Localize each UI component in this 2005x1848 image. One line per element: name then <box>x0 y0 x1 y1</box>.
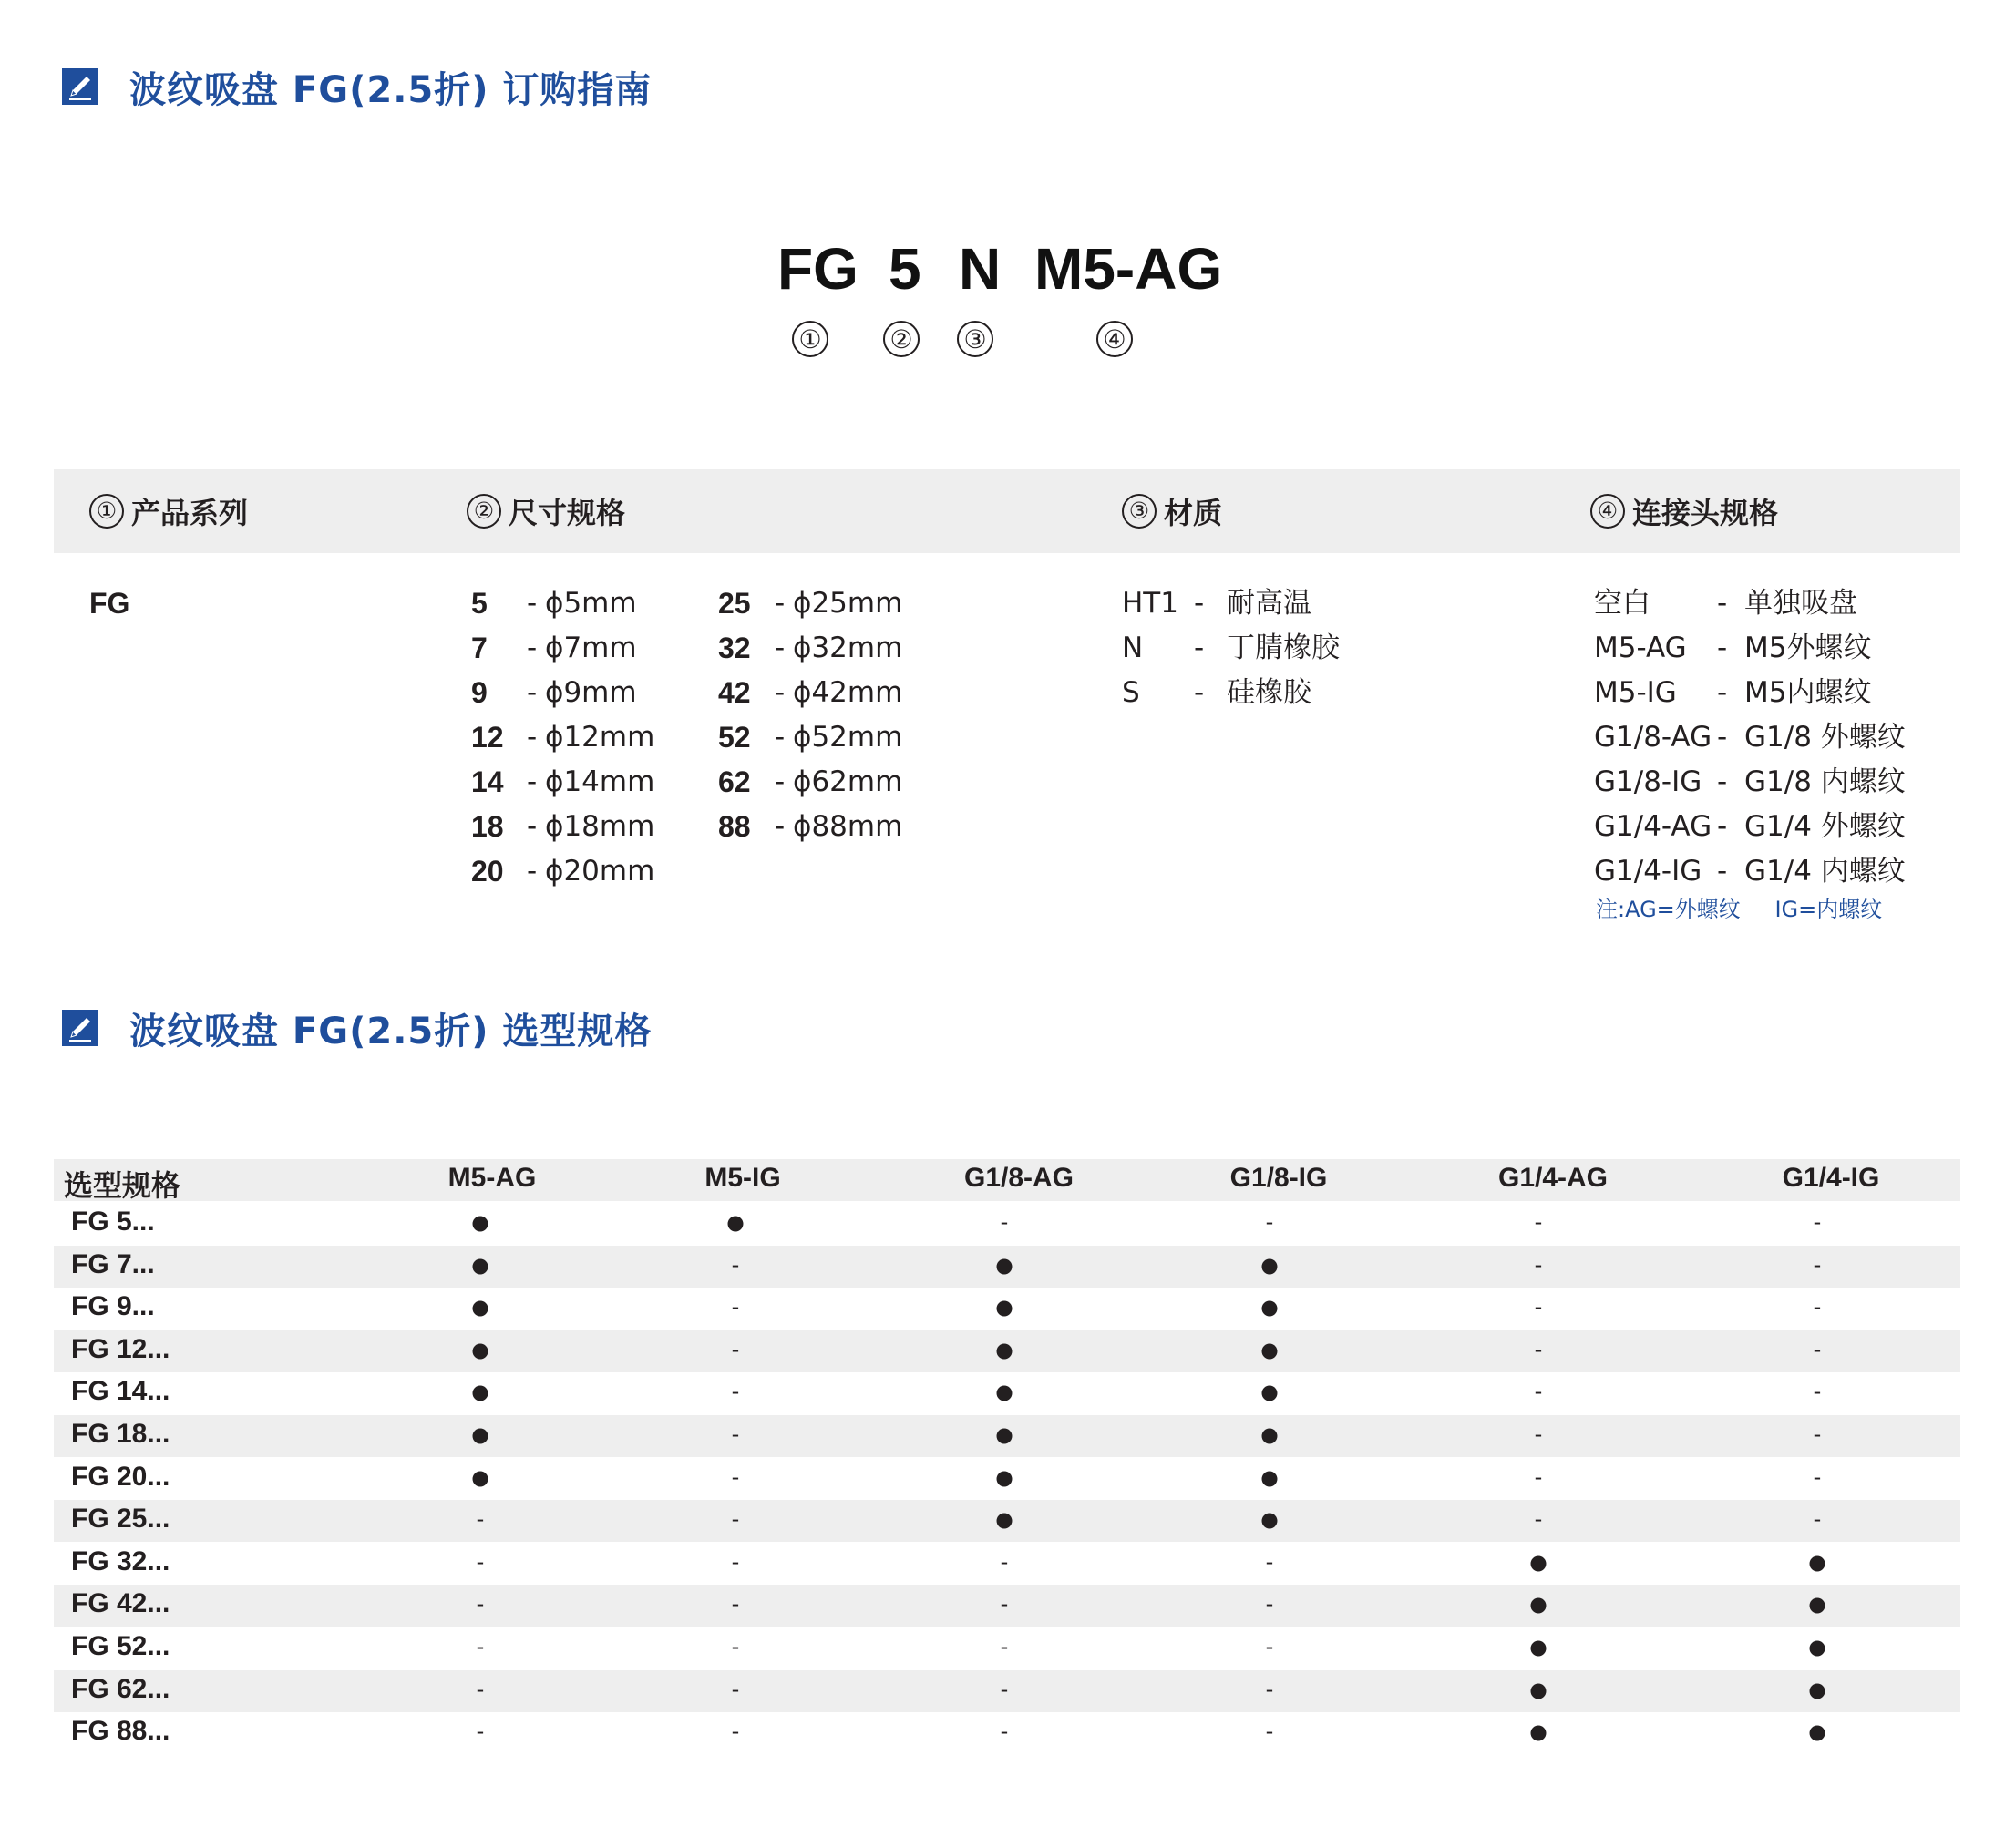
option-separator: - <box>1194 676 1205 709</box>
option-separator: - <box>527 587 538 620</box>
option-separator: - <box>1717 721 1728 754</box>
option-code: 14 <box>471 765 504 798</box>
option-code: G1/4-IG <box>1594 855 1702 888</box>
available-dot <box>473 1429 488 1444</box>
unavailable-dash: - <box>1000 1676 1009 1702</box>
table-row-label: FG 14... <box>71 1376 170 1407</box>
column-header: M5-AG <box>447 1163 537 1193</box>
unavailable-dash: - <box>476 1548 485 1575</box>
option-separator: - <box>1717 765 1728 798</box>
available-dot <box>1262 1343 1278 1359</box>
unavailable-dash: - <box>1813 1336 1822 1362</box>
table-corner-label: 选型规格 <box>64 1168 181 1203</box>
option-separator: - <box>527 631 538 664</box>
option-code: 7 <box>471 631 488 664</box>
option-description: ϕ7mm <box>545 631 637 664</box>
option-separator: - <box>527 855 538 888</box>
column-header: M5-IG <box>704 1163 781 1193</box>
option-description: ϕ32mm <box>793 631 903 664</box>
option-description: ϕ5mm <box>545 587 637 620</box>
unavailable-dash: - <box>476 1719 485 1745</box>
unavailable-dash: - <box>731 1251 740 1278</box>
unavailable-dash: - <box>731 1676 740 1702</box>
column-header: G1/4-IG <box>1782 1163 1880 1193</box>
unavailable-dash: - <box>731 1294 740 1320</box>
available-dot <box>473 1386 488 1401</box>
option-code: 52 <box>718 721 751 754</box>
thread-note <box>1596 891 1909 923</box>
code-marker-3: ③ <box>957 321 993 357</box>
available-dot <box>1531 1598 1547 1614</box>
option-description: ϕ25mm <box>793 587 903 620</box>
option-code: S <box>1122 676 1140 709</box>
available-dot <box>473 1471 488 1486</box>
option-code: G1/8-IG <box>1594 765 1702 798</box>
option-separator: - <box>775 721 786 754</box>
unavailable-dash: - <box>1813 1379 1822 1405</box>
option-separator: - <box>1194 631 1205 664</box>
unavailable-dash: - <box>731 1379 740 1405</box>
option-separator: - <box>1717 855 1728 888</box>
column-header: G1/8-AG <box>963 1163 1074 1193</box>
code-part-connector: M5-AG <box>1034 236 1223 302</box>
header-marker: ② <box>467 494 501 529</box>
table-row-label: FG 5... <box>71 1206 155 1237</box>
unavailable-dash: - <box>1534 1379 1543 1405</box>
unavailable-dash: - <box>731 1591 740 1617</box>
code-marker-2: ② <box>883 321 920 357</box>
available-dot <box>1810 1726 1825 1741</box>
table-row-label: FG 32... <box>71 1545 170 1576</box>
option-separator: - <box>1717 810 1728 843</box>
available-dot <box>997 1471 1013 1486</box>
column-header: G1/4-AG <box>1497 1163 1609 1193</box>
option-separator: - <box>1717 631 1728 664</box>
option-description: ϕ42mm <box>793 676 903 709</box>
available-dot <box>1262 1258 1278 1274</box>
option-code: N <box>1122 631 1144 664</box>
unavailable-dash: - <box>1265 1634 1274 1659</box>
unavailable-dash: - <box>1813 1251 1822 1278</box>
section-title: 波纹吸盘 FG(2.5折) 选型规格 <box>129 1010 653 1052</box>
option-separator: - <box>775 631 786 664</box>
unavailable-dash: - <box>1265 1719 1274 1745</box>
unavailable-dash: - <box>1813 1294 1822 1320</box>
unavailable-dash: - <box>731 1548 740 1575</box>
available-dot <box>728 1217 744 1232</box>
available-dot <box>997 1258 1013 1274</box>
header-series <box>89 488 248 534</box>
code-part-material: N <box>959 236 1002 302</box>
available-dot <box>1531 1726 1547 1741</box>
option-description: ϕ88mm <box>793 810 903 843</box>
header-material <box>1122 488 1222 534</box>
unavailable-dash: - <box>1000 1548 1009 1575</box>
option-description: G1/8 外螺纹 <box>1744 721 1906 754</box>
unavailable-dash: - <box>1534 1463 1543 1490</box>
available-dot <box>473 1301 488 1317</box>
header-connector <box>1590 488 1778 534</box>
unavailable-dash: - <box>1813 1209 1822 1235</box>
option-code: 42 <box>718 676 751 709</box>
option-separator: - <box>775 810 786 843</box>
available-dot <box>1262 1429 1278 1444</box>
available-dot <box>997 1343 1013 1359</box>
option-separator: - <box>1717 587 1728 620</box>
option-code: M5-AG <box>1594 631 1687 664</box>
available-dot <box>1262 1386 1278 1401</box>
header-marker: ③ <box>1122 494 1157 529</box>
available-dot <box>1531 1555 1547 1571</box>
unavailable-dash: - <box>731 1336 740 1362</box>
unavailable-dash: - <box>731 1634 740 1659</box>
header-size <box>467 488 625 534</box>
option-description: ϕ9mm <box>545 676 637 709</box>
table-row-label: FG 18... <box>71 1419 170 1449</box>
available-dot <box>1262 1514 1278 1529</box>
unavailable-dash: - <box>476 1634 485 1659</box>
option-code: 62 <box>718 765 751 798</box>
available-dot <box>1810 1555 1825 1571</box>
available-dot <box>473 1217 488 1232</box>
option-description: 硅橡胶 <box>1227 676 1311 709</box>
option-code: 12 <box>471 721 504 754</box>
option-description: ϕ62mm <box>793 765 903 798</box>
option-code: 88 <box>718 810 751 843</box>
available-dot <box>1262 1301 1278 1317</box>
option-description: ϕ52mm <box>793 721 903 754</box>
option-description: ϕ12mm <box>545 721 655 754</box>
table-row-label: FG 52... <box>71 1631 170 1661</box>
series-value: FG <box>89 587 130 620</box>
unavailable-dash: - <box>1534 1336 1543 1362</box>
option-code: 9 <box>471 676 488 709</box>
option-description: M5外螺纹 <box>1744 631 1872 664</box>
note-external: 注:AG=外螺纹 <box>1596 897 1741 922</box>
option-description: ϕ18mm <box>545 810 655 843</box>
option-separator: - <box>1194 587 1205 620</box>
section-heading-ordering-guide <box>62 59 652 114</box>
available-dot <box>1531 1683 1547 1699</box>
option-description: G1/4 内螺纹 <box>1744 855 1906 888</box>
option-separator: - <box>527 676 538 709</box>
unavailable-dash: - <box>1000 1209 1009 1235</box>
option-description: 丁腈橡胶 <box>1227 631 1340 664</box>
available-dot <box>1810 1683 1825 1699</box>
table-row-label: FG 7... <box>71 1248 155 1279</box>
unavailable-dash: - <box>1265 1209 1274 1235</box>
column-header: G1/8-IG <box>1229 1163 1328 1193</box>
header-label: 尺寸规格 <box>509 496 626 530</box>
unavailable-dash: - <box>1534 1294 1543 1320</box>
option-code: G1/8-AG <box>1594 721 1712 754</box>
table-row-label: FG 42... <box>71 1588 170 1619</box>
table-row-label: FG 25... <box>71 1504 170 1535</box>
unavailable-dash: - <box>1813 1422 1822 1447</box>
option-code: M5-IG <box>1594 676 1677 709</box>
available-dot <box>473 1258 488 1274</box>
unavailable-dash: - <box>476 1676 485 1702</box>
option-description: M5内螺纹 <box>1744 676 1872 709</box>
code-part-size: 5 <box>889 236 921 302</box>
option-separator: - <box>775 676 786 709</box>
available-dot <box>473 1343 488 1359</box>
option-separator: - <box>527 810 538 843</box>
available-dot <box>1810 1598 1825 1614</box>
option-code: HT1 <box>1122 587 1178 620</box>
available-dot <box>1810 1641 1825 1657</box>
unavailable-dash: - <box>1000 1719 1009 1745</box>
unavailable-dash: - <box>731 1463 740 1490</box>
available-dot <box>997 1429 1013 1444</box>
option-separator: - <box>775 765 786 798</box>
code-marker-4: ④ <box>1096 321 1133 357</box>
header-label: 产品系列 <box>131 496 249 530</box>
option-code: 18 <box>471 810 504 843</box>
option-description: ϕ20mm <box>545 855 655 888</box>
option-description: 耐高温 <box>1227 587 1311 620</box>
option-separator: - <box>1717 676 1728 709</box>
unavailable-dash: - <box>1265 1548 1274 1575</box>
option-code: 空白 <box>1594 587 1650 620</box>
table-row-label: FG 88... <box>71 1716 170 1747</box>
unavailable-dash: - <box>1813 1463 1822 1490</box>
option-description: G1/8 内螺纹 <box>1744 765 1906 798</box>
available-dot <box>997 1301 1013 1317</box>
unavailable-dash: - <box>1534 1209 1543 1235</box>
option-code: G1/4-AG <box>1594 810 1712 843</box>
table-row-label: FG 9... <box>71 1291 155 1322</box>
unavailable-dash: - <box>731 1719 740 1745</box>
unavailable-dash: - <box>1534 1251 1543 1278</box>
option-code: 20 <box>471 855 504 888</box>
unavailable-dash: - <box>1813 1506 1822 1533</box>
header-marker: ④ <box>1590 494 1625 529</box>
header-marker: ① <box>89 494 124 529</box>
unavailable-dash: - <box>1265 1676 1274 1702</box>
unavailable-dash: - <box>1000 1634 1009 1659</box>
header-label: 材质 <box>1164 496 1223 530</box>
unavailable-dash: - <box>476 1506 485 1533</box>
table-row-label: FG 20... <box>71 1461 170 1492</box>
note-internal: IG=内螺纹 <box>1774 897 1883 922</box>
option-code: 25 <box>718 587 751 620</box>
code-part-series: FG <box>777 236 859 302</box>
option-separator: - <box>527 765 538 798</box>
available-dot <box>1262 1471 1278 1486</box>
unavailable-dash: - <box>731 1422 740 1447</box>
section-title: 波纹吸盘 FG(2.5折) 订购指南 <box>129 68 653 111</box>
header-label: 连接头规格 <box>1632 496 1779 530</box>
available-dot <box>997 1514 1013 1529</box>
available-dot <box>997 1386 1013 1401</box>
code-marker-1: ① <box>792 321 828 357</box>
unavailable-dash: - <box>1534 1422 1543 1447</box>
option-description: G1/4 外螺纹 <box>1744 810 1906 843</box>
section-heading-selection-spec <box>62 1001 652 1055</box>
option-separator: - <box>775 587 786 620</box>
unavailable-dash: - <box>476 1591 485 1617</box>
table-row-label: FG 62... <box>71 1673 170 1704</box>
unavailable-dash: - <box>1265 1591 1274 1617</box>
edit-pen-icon <box>62 68 98 105</box>
option-description: ϕ14mm <box>545 765 655 798</box>
table-row-label: FG 12... <box>71 1333 170 1364</box>
unavailable-dash: - <box>1534 1506 1543 1533</box>
option-description: 单独吸盘 <box>1744 587 1857 620</box>
option-code: 5 <box>471 587 488 620</box>
unavailable-dash: - <box>1000 1591 1009 1617</box>
edit-pen-icon <box>62 1010 98 1046</box>
option-separator: - <box>527 721 538 754</box>
option-code: 32 <box>718 631 751 664</box>
unavailable-dash: - <box>731 1506 740 1533</box>
available-dot <box>1531 1641 1547 1657</box>
